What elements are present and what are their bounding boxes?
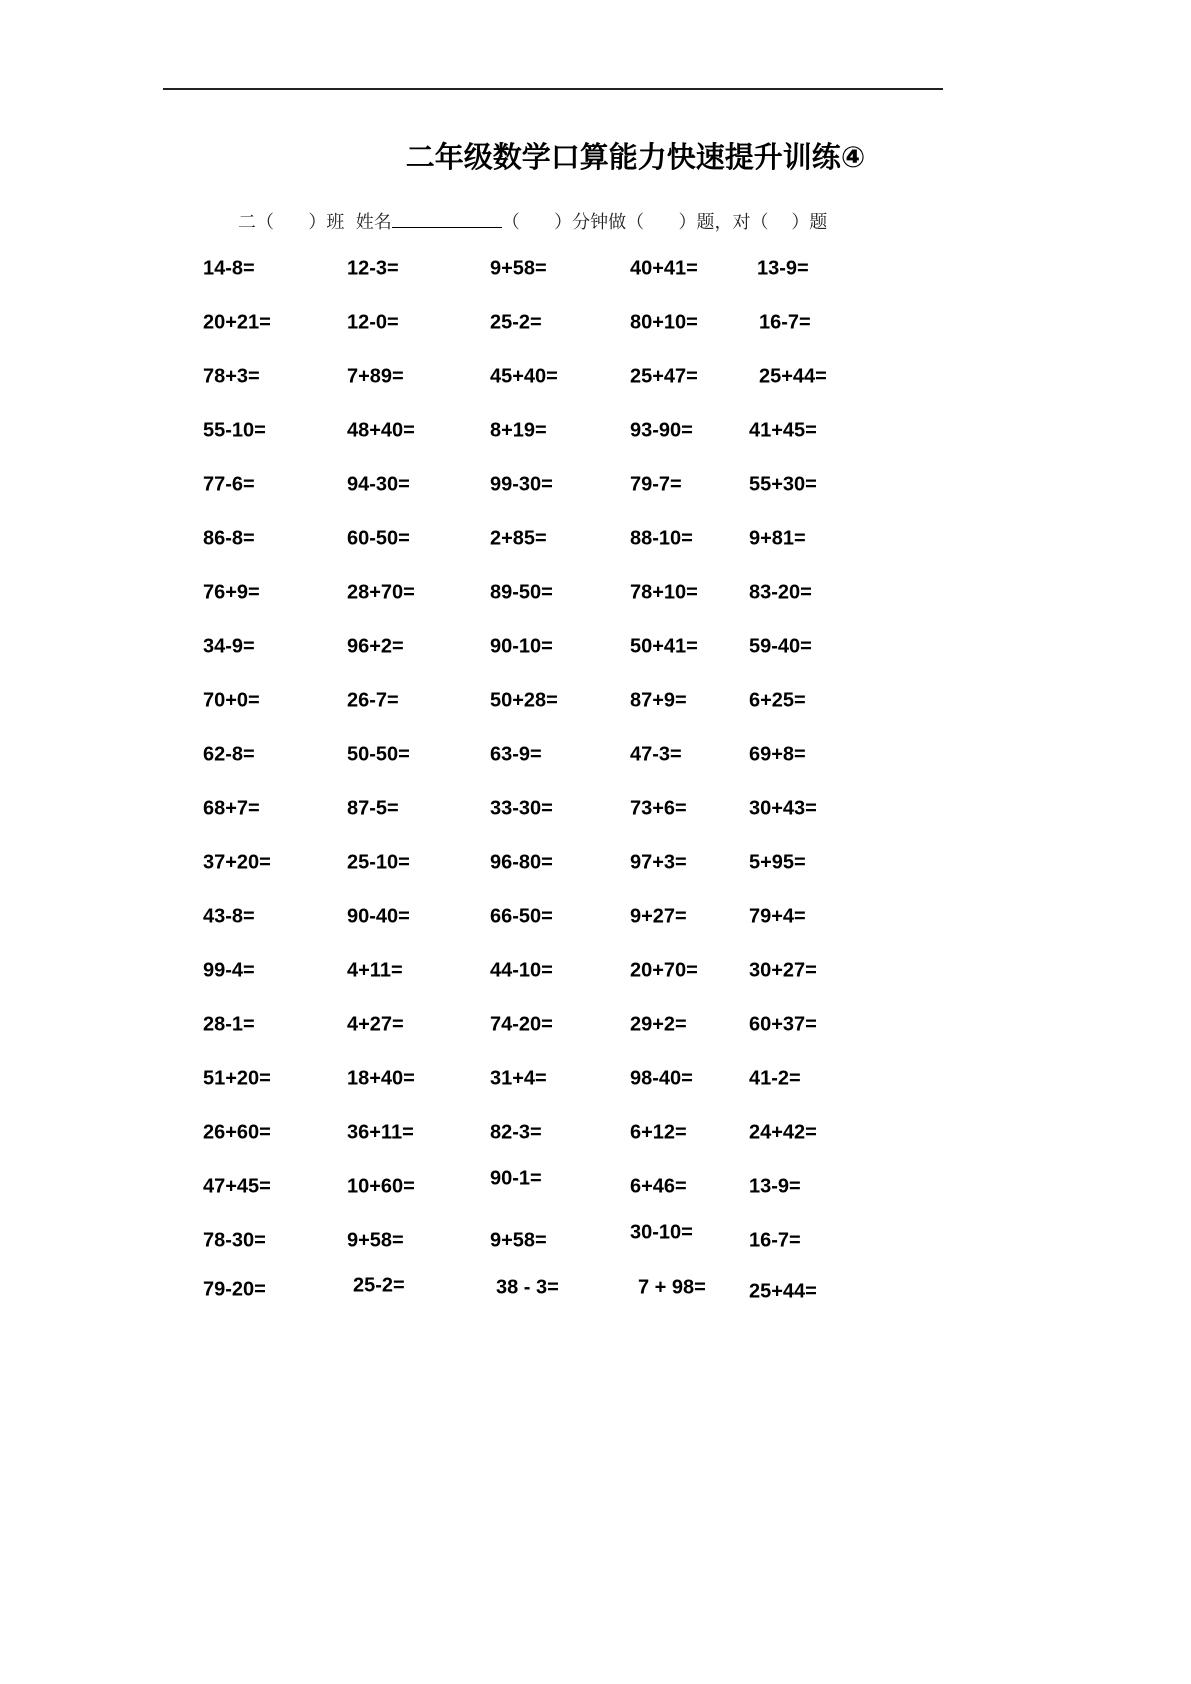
problem-item: 93-90= bbox=[630, 419, 693, 442]
problem-item: 70+0= bbox=[203, 689, 260, 712]
problem-item: 80+10= bbox=[630, 311, 698, 334]
problem-item: 2+85= bbox=[490, 527, 547, 550]
problem-item: 25-2= bbox=[353, 1274, 405, 1297]
problem-item: 28-1= bbox=[203, 1013, 255, 1036]
problem-item: 41+45= bbox=[749, 419, 817, 442]
problem-item: 40+41= bbox=[630, 257, 698, 280]
problem-item: 20+70= bbox=[630, 959, 698, 982]
problem-item: 41-2= bbox=[749, 1067, 801, 1090]
problem-item: 98-40= bbox=[630, 1067, 693, 1090]
problem-item: 4+27= bbox=[347, 1013, 404, 1036]
problem-item: 30-10= bbox=[630, 1221, 693, 1244]
problem-item: 7 + 98= bbox=[638, 1276, 706, 1299]
problem-item: 74-20= bbox=[490, 1013, 553, 1036]
problem-item: 90-40= bbox=[347, 905, 410, 928]
problem-item: 24+42= bbox=[749, 1121, 817, 1144]
problem-item: 86-8= bbox=[203, 527, 255, 550]
problem-item: 45+40= bbox=[490, 365, 558, 388]
problem-item: 59-40= bbox=[749, 635, 812, 658]
problem-item: 29+2= bbox=[630, 1013, 687, 1036]
problem-item: 83-20= bbox=[749, 581, 812, 604]
problem-item: 25-2= bbox=[490, 311, 542, 334]
problem-item: 6+25= bbox=[749, 689, 806, 712]
problem-item: 9+58= bbox=[490, 257, 547, 280]
problem-item: 28+70= bbox=[347, 581, 415, 604]
problem-item: 37+20= bbox=[203, 851, 271, 874]
problem-item: 47-3= bbox=[630, 743, 682, 766]
time-score-label: （ ）分钟做（ ）题，对（ ）题 bbox=[501, 212, 828, 233]
problem-item: 34-9= bbox=[203, 635, 255, 658]
problem-item: 88-10= bbox=[630, 527, 693, 550]
problem-item: 63-9= bbox=[490, 743, 542, 766]
problem-item: 13-9= bbox=[757, 257, 809, 280]
problem-item: 50-50= bbox=[347, 743, 410, 766]
problem-item: 90-10= bbox=[490, 635, 553, 658]
problem-item: 9+58= bbox=[347, 1229, 404, 1252]
problem-item: 50+28= bbox=[490, 689, 558, 712]
problem-item: 79+4= bbox=[749, 905, 806, 928]
problem-item: 6+12= bbox=[630, 1121, 687, 1144]
problem-item: 36+11= bbox=[347, 1121, 414, 1144]
problem-item: 97+3= bbox=[630, 851, 687, 874]
name-blank[interactable] bbox=[392, 211, 502, 228]
problem-item: 89-50= bbox=[490, 581, 553, 604]
problem-item: 25-10= bbox=[347, 851, 410, 874]
problem-item: 73+6= bbox=[630, 797, 687, 820]
problem-item: 4+11= bbox=[347, 959, 403, 982]
problem-item: 13-9= bbox=[749, 1175, 801, 1198]
problem-item: 33-30= bbox=[490, 797, 553, 820]
problem-item: 60+37= bbox=[749, 1013, 817, 1036]
problem-item: 9+81= bbox=[749, 527, 806, 550]
problem-item: 8+19= bbox=[490, 419, 547, 442]
student-info-line bbox=[238, 208, 827, 234]
problem-item: 25+44= bbox=[759, 365, 827, 388]
problem-item: 10+60= bbox=[347, 1175, 415, 1198]
problem-item: 6+46= bbox=[630, 1175, 687, 1198]
problem-item: 78-30= bbox=[203, 1229, 266, 1252]
problem-item: 79-20= bbox=[203, 1278, 266, 1301]
problem-item: 51+20= bbox=[203, 1067, 271, 1090]
problem-item: 87-5= bbox=[347, 797, 399, 820]
problem-item: 38 - 3= bbox=[496, 1276, 559, 1299]
problem-item: 76+9= bbox=[203, 581, 260, 604]
problem-item: 69+8= bbox=[749, 743, 806, 766]
problem-item: 79-7= bbox=[630, 473, 682, 496]
header-rule bbox=[163, 88, 943, 90]
problem-item: 25+44= bbox=[749, 1280, 817, 1303]
problem-item: 14-8= bbox=[203, 257, 255, 280]
problem-item: 96+2= bbox=[347, 635, 404, 658]
problem-item: 31+4= bbox=[490, 1067, 547, 1090]
problem-item: 99-30= bbox=[490, 473, 553, 496]
problem-item: 66-50= bbox=[490, 905, 553, 928]
problem-item: 77-6= bbox=[203, 473, 255, 496]
problem-item: 20+21= bbox=[203, 311, 271, 334]
problem-item: 30+27= bbox=[749, 959, 817, 982]
problem-item: 7+89= bbox=[347, 365, 404, 388]
problem-item: 26-7= bbox=[347, 689, 399, 712]
class-name-label: 二（ ）班 姓名 bbox=[238, 212, 392, 233]
problem-item: 25+47= bbox=[630, 365, 698, 388]
problem-item: 68+7= bbox=[203, 797, 260, 820]
problem-item: 9+58= bbox=[490, 1229, 547, 1252]
page-title: 二年级数学口算能力快速提升训练④ bbox=[405, 140, 866, 174]
problem-item: 55-10= bbox=[203, 419, 266, 442]
problem-item: 12-3= bbox=[347, 257, 399, 280]
problem-item: 47+45= bbox=[203, 1175, 271, 1198]
problem-item: 90-1= bbox=[490, 1167, 542, 1190]
problem-item: 18+40= bbox=[347, 1067, 415, 1090]
problem-item: 94-30= bbox=[347, 473, 410, 496]
problem-item: 9+27= bbox=[630, 905, 687, 928]
problem-item: 82-3= bbox=[490, 1121, 542, 1144]
problem-item: 60-50= bbox=[347, 527, 410, 550]
problem-item: 78+10= bbox=[630, 581, 698, 604]
problem-item: 16-7= bbox=[759, 311, 811, 334]
problem-item: 87+9= bbox=[630, 689, 687, 712]
problem-item: 16-7= bbox=[749, 1229, 801, 1252]
problem-item: 44-10= bbox=[490, 959, 553, 982]
problem-item: 78+3= bbox=[203, 365, 260, 388]
problem-item: 5+95= bbox=[749, 851, 806, 874]
problem-item: 55+30= bbox=[749, 473, 817, 496]
problem-item: 50+41= bbox=[630, 635, 698, 658]
problem-item: 12-0= bbox=[347, 311, 399, 334]
problem-item: 48+40= bbox=[347, 419, 415, 442]
problem-item: 43-8= bbox=[203, 905, 255, 928]
problem-item: 26+60= bbox=[203, 1121, 271, 1144]
problem-item: 30+43= bbox=[749, 797, 817, 820]
problem-item: 99-4= bbox=[203, 959, 255, 982]
problem-item: 96-80= bbox=[490, 851, 553, 874]
problem-item: 62-8= bbox=[203, 743, 255, 766]
